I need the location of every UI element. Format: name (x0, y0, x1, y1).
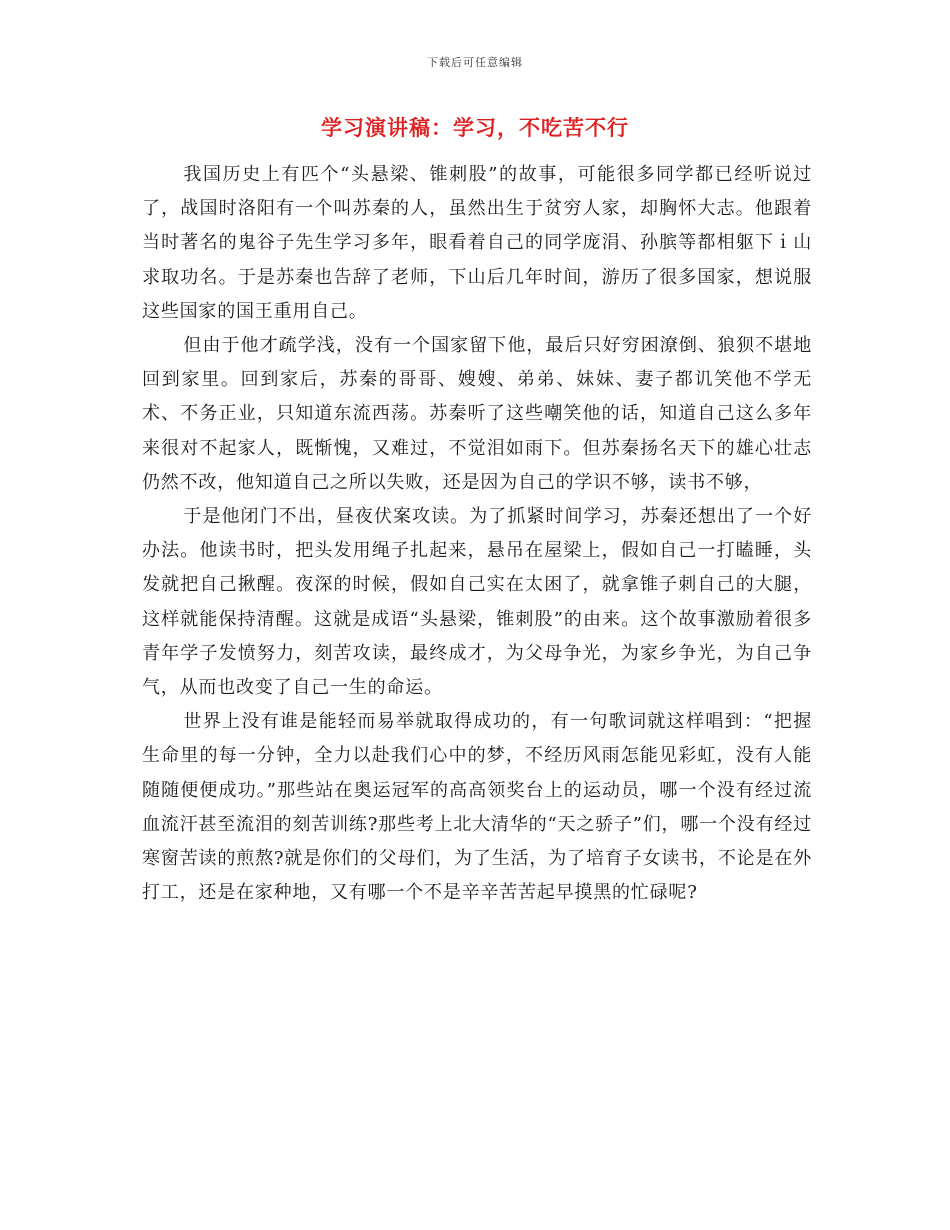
paragraph-2: 但由于他才疏学浅，没有一个国家留下他，最后只好穷困潦倒、狼狈不堪地回到家里。回到家后，苏秦的哥哥、嫂嫂、弟弟、妹妹、妻子都讥笑他不学无术、不务正业，只知道东流西荡。苏秦听了这些嘲笑他的话，知道自己这么多年来很对不起家人，既惭愧，又难过，不觉泪如雨下。但苏秦扬名天下的雄心壮志仍然不改，他知道自己之所以失败，还是因为自己的学识不够，读书不够， (142, 335, 812, 493)
paragraph-4: 世界上没有谁是能轻而易举就取得成功的，有一句歌词就这样唱到：“把握生命里的每一分钟，全力以赴我们心中的梦，不经历风雨怎能见彩虹，没有人能随随便便成功。”那些站在奥运冠军的高高领奖台上的运动员，哪一个没有经过流血流汗甚至流泪的刻苦训练?那些考上北大清华的“天之骄子”们，哪一个没有经过寒窗苦读的煎熬?就是你们的父母们，为了生活，为了培育子女读书，不论是在外打工，还是在家种地，又有哪一个不是辛辛苦苦起早摸黑的忙碌呢? (142, 711, 812, 904)
page-header: 下载后可任意编辑 (427, 56, 523, 69)
document-body (142, 158, 812, 910)
paragraph-3: 于是他闭门不出，昼夜伏案攻读。为了抓紧时间学习，苏秦还想出了一个好办法。他读书时，把头发用绳子扎起来，悬吊在屋梁上，假如自己一打瞌睡，头发就把自己揪醒。夜深的时候，假如自己实在太困了，就拿锥子刺自己的大腿，这样就能保持清醒。这就是成语“头悬梁，锥刺股”的由来。这个故事激励着很多青年学子发愤努力，刻苦攻读，最终成才，为父母争光，为家乡争光，为自己争气，从而也改变了自己一生的命运。 (142, 506, 812, 699)
document-title: 学习演讲稿：学习，不吃苦不行 (321, 115, 629, 140)
paragraph-1: 我国历史上有匹个“头悬梁、锥刺股”的故事，可能很多同学都已经听说过了，战国时洛阳有一个叫苏秦的人，虽然出生于贫穷人家，却胸怀大志。他跟着当时著名的鬼谷子先生学习多年，眼看着自己的同学庞涓、孙膑等都相躯下ｉ山求取功名。于是苏秦也告辞了老师，下山后几年时间，游历了很多国家，想说服这些国家的国王重用自己。 (142, 164, 812, 322)
